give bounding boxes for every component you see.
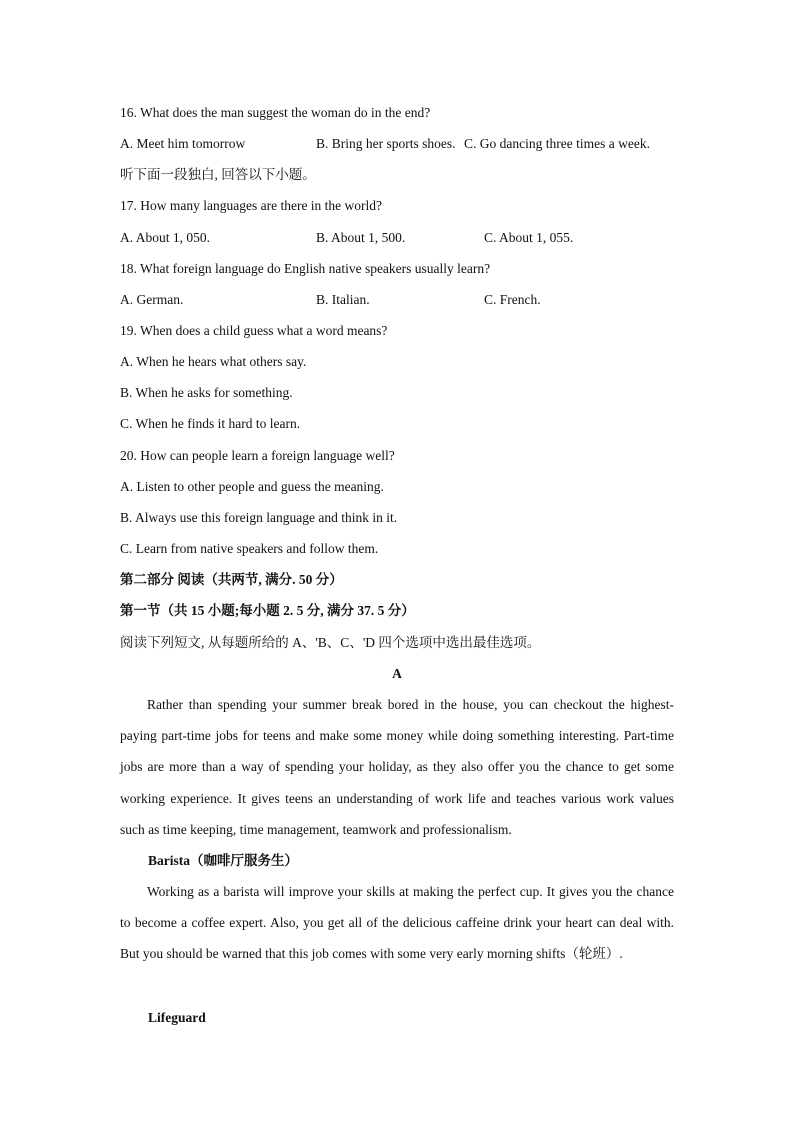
section1-title: 第一节（共 15 小题;每小题 2. 5 分, 满分 37. 5 分） [120, 603, 415, 618]
passage-label: A [392, 666, 402, 681]
q17-option-a: A. About 1, 050. [120, 230, 211, 245]
q16-option-a: A. Meet him tomorrow [120, 136, 246, 151]
barista-heading: Barista（咖啡厅服务生） [148, 853, 298, 868]
barista-paragraph: Working as a barista will improve your skills at making the perfect cup. It gives you the chance to become a coffee expert. Also, you get all of the delicious caffeine drink your heart can deal with. But you should be warned that this job comes with some very early morning shifts（轮班）. [120, 884, 674, 962]
q16-option-b: B. Bring her sports shoes. [316, 136, 456, 151]
q20-option-b: B. Always use this foreign language and think in it. [120, 510, 398, 525]
q19-option-c: C. When he finds it hard to learn. [120, 416, 301, 431]
q17-question: 17. How many languages are there in the world? [120, 198, 383, 213]
q17-option-c: C. About 1, 055. [484, 230, 574, 245]
monologue-instruction: 听下面一段独白, 回答以下小题。 [120, 167, 316, 182]
q18-option-a: A. German. [120, 292, 184, 307]
q19-option-b: B. When he asks for something. [120, 385, 293, 400]
part2-title: 第二部分 阅读（共两节, 满分. 50 分） [120, 572, 343, 587]
lifeguard-heading: Lifeguard [148, 1010, 206, 1025]
q17-option-b: B. About 1, 500. [316, 230, 406, 245]
q16-question: 16. What does the man suggest the woman do in the end? [120, 105, 431, 120]
q19-option-a: A. When he hears what others say. [120, 354, 307, 369]
q18-option-c: C. French. [484, 292, 541, 307]
intro-paragraph: Rather than spending your summer break bored in the house, you can checkout the highest-paying part-time jobs for teens and make some money while doing something interesting. Part-time jobs are more than a way of spending your holiday, as they also offer you the chance to get some working experience. It gives teens an understanding of work life and teaches various work values such as time keeping, time management, teamwork and professionalism. [120, 697, 674, 837]
q18-question: 18. What foreign language do English native speakers usually learn? [120, 261, 491, 276]
q20-option-a: A. Listen to other people and guess the meaning. [120, 479, 384, 494]
reading-instruction: 阅读下列短文, 从每题所给的 A、'B、C、'D 四个选项中选出最佳选项。 [120, 635, 541, 650]
q18-option-b: B. Italian. [316, 292, 370, 307]
q16-option-c: C. Go dancing three times a week. [464, 136, 650, 151]
q20-question: 20. How can people learn a foreign language well? [120, 448, 395, 463]
q19-question: 19. When does a child guess what a word means? [120, 323, 388, 338]
q20-option-c: C. Learn from native speakers and follow them. [120, 541, 379, 556]
